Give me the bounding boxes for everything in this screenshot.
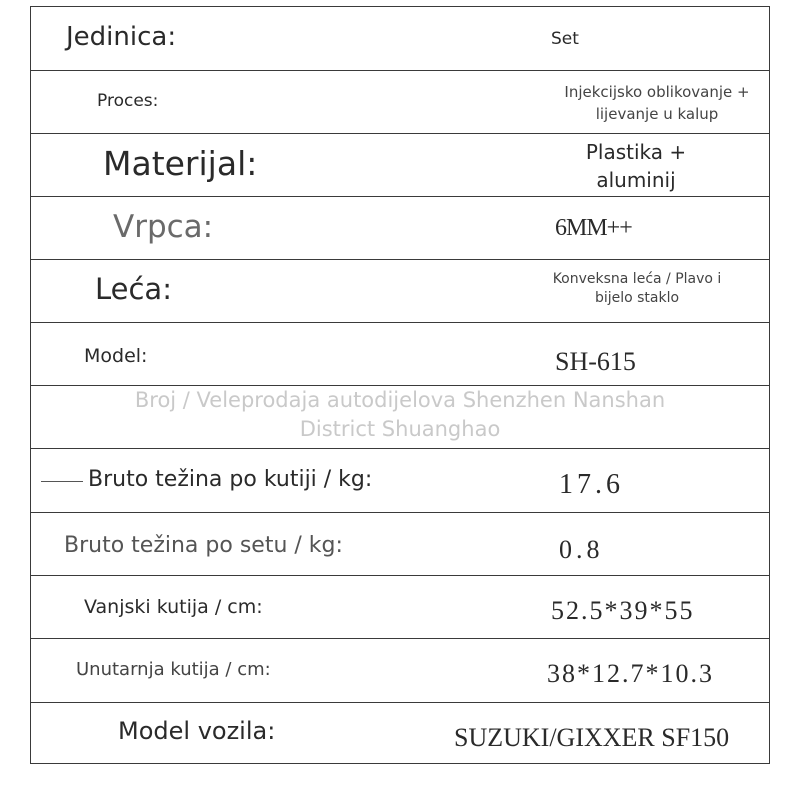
material-label: Materijal:	[103, 144, 258, 183]
company-line-2: District Shuanghao	[299, 417, 501, 441]
unit-label: Jedinica:	[66, 22, 177, 52]
lens-value-line-1: Konveksna leća / Plavo i	[552, 271, 722, 287]
row-model	[31, 323, 769, 386]
company-watermark	[31, 386, 769, 444]
row-ribbon	[31, 197, 769, 260]
row-vehicle-model	[31, 703, 769, 765]
gross-weight-set-value: 0.8	[559, 535, 604, 564]
ribbon-label: Vrpca:	[113, 209, 214, 245]
gross-weight-set-label: Bruto težina po setu / kg:	[64, 533, 343, 558]
spec-table	[30, 6, 770, 764]
process-value-line-1: Injekcijsko oblikovanje +	[564, 83, 750, 101]
ribbon-value: 6MM++	[555, 215, 632, 241]
gross-weight-box-label: Bruto težina po kutiji / kg:	[88, 467, 373, 492]
lens-value	[539, 270, 735, 308]
material-value-line-1: Plastika +	[585, 140, 687, 164]
process-value	[549, 81, 765, 125]
inner-box-value: 38*12.7*10.3	[547, 659, 714, 688]
process-label: Proces:	[97, 91, 159, 111]
row-material	[31, 134, 769, 197]
process-value-line-2: lijevanje u kalup	[595, 105, 719, 123]
lens-label: Leća:	[95, 272, 172, 306]
vehicle-model-label: Model vozila:	[118, 717, 276, 745]
outer-box-label: Vanjski kutija / cm:	[84, 596, 263, 618]
row-process	[31, 71, 769, 134]
row-company	[31, 386, 769, 449]
inner-box-label: Unutarnja kutija / cm:	[76, 659, 271, 680]
row-gross-weight-set	[31, 513, 769, 576]
model-value: SH-615	[555, 347, 636, 376]
row-gross-weight-box	[31, 449, 769, 513]
vehicle-model-value: SUZUKI/GIXXER SF150	[454, 723, 730, 752]
outer-box-value: 52.5*39*55	[551, 596, 695, 625]
row-inner-box	[31, 639, 769, 703]
unit-value: Set	[551, 29, 579, 49]
lens-value-line-2: bijelo staklo	[594, 290, 680, 306]
model-label: Model:	[84, 345, 148, 367]
row-lens	[31, 260, 769, 323]
material-value	[561, 138, 711, 194]
gross-weight-box-value: 17.6	[559, 469, 624, 500]
dash-mark	[41, 481, 83, 482]
company-line-1: Broj / Veleprodaja autodijelova Shenzhen Nanshan	[134, 388, 666, 412]
material-value-line-2: aluminij	[596, 168, 676, 192]
row-unit	[31, 7, 769, 71]
row-outer-box	[31, 576, 769, 639]
